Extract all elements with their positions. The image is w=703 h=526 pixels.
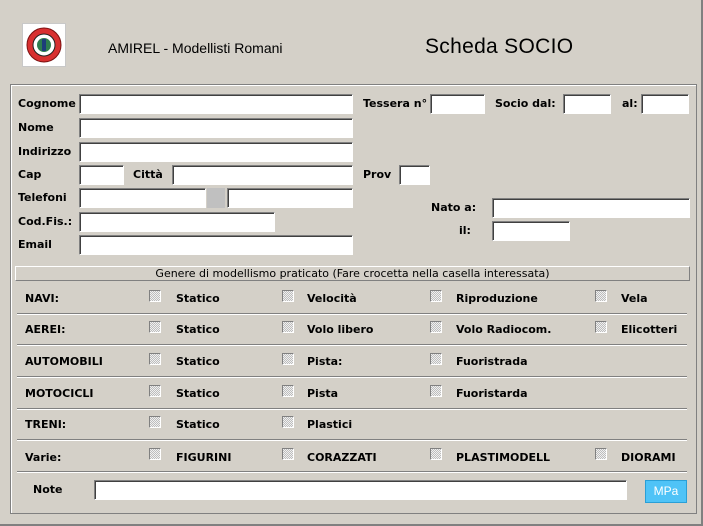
- option-label: Statico: [176, 387, 220, 400]
- row-divider: [17, 376, 687, 378]
- option-label: DIORAMI: [621, 451, 676, 464]
- socio-dal-label: Socio dal:: [495, 97, 556, 110]
- note-field[interactable]: [94, 480, 627, 500]
- checkbox-motocicli-fuoristrada[interactable]: [430, 385, 442, 397]
- option-label: Statico: [176, 292, 220, 305]
- citta-label: Città: [133, 168, 163, 181]
- checkbox-automobili-fuoristrada[interactable]: [430, 353, 442, 365]
- option-label: Vela: [621, 292, 648, 305]
- option-label: Fuoristarda: [456, 387, 528, 400]
- al-field[interactable]: [641, 94, 689, 114]
- option-label: Plastici: [307, 418, 353, 431]
- row-divider: [17, 471, 687, 473]
- option-label: FIGURINI: [176, 451, 232, 464]
- tessera-label: Tessera n°: [363, 97, 428, 110]
- prov-label: Prov: [363, 168, 392, 181]
- row-divider: [17, 439, 687, 441]
- option-label: Statico: [176, 355, 220, 368]
- nato-a-field[interactable]: [492, 198, 690, 218]
- prov-field[interactable]: [399, 165, 430, 185]
- codfis-label: Cod.Fis.:: [18, 215, 73, 228]
- nome-label: Nome: [18, 121, 54, 134]
- checkbox-automobili-statico[interactable]: [149, 353, 161, 365]
- telefoni-label: Telefoni: [18, 191, 67, 204]
- checkbox-varie-corazzati[interactable]: [282, 448, 294, 460]
- checkbox-aerei-statico[interactable]: [149, 321, 161, 333]
- tessera-field[interactable]: [430, 94, 485, 114]
- checkbox-aerei-volo-radiocom[interactable]: [430, 321, 442, 333]
- checkbox-motocicli-statico[interactable]: [149, 385, 161, 397]
- email-label: Email: [18, 238, 52, 251]
- al-label: al:: [622, 97, 638, 110]
- club-logo-icon: [23, 24, 65, 66]
- option-label: Statico: [176, 323, 220, 336]
- socio-dal-field[interactable]: [563, 94, 611, 114]
- checkbox-treni-statico[interactable]: [149, 416, 161, 428]
- option-label: Volo libero: [307, 323, 374, 336]
- cognome-label: Cognome: [18, 97, 76, 110]
- option-label: Fuoristrada: [456, 355, 528, 368]
- checkbox-varie-diorami[interactable]: [595, 448, 607, 460]
- club-name: AMIREL - Modellisti Romani: [108, 40, 283, 56]
- cap-label: Cap: [18, 168, 42, 181]
- checkbox-varie-plastimodell[interactable]: [430, 448, 442, 460]
- checkbox-navi-riproduzione[interactable]: [430, 290, 442, 302]
- option-label: Pista: [307, 387, 339, 400]
- category-varie: Varie:: [25, 451, 62, 464]
- indirizzo-field[interactable]: [79, 142, 353, 162]
- il-field[interactable]: [492, 221, 570, 241]
- mpa-button[interactable]: MPa: [645, 480, 687, 503]
- category-navi: NAVI:: [25, 292, 59, 305]
- checkbox-varie-figurini[interactable]: [149, 448, 161, 460]
- genere-section-header: Genere di modellismo praticato (Fare crocetta nella casella interessata): [15, 266, 690, 281]
- checkbox-aerei-elicotteri[interactable]: [595, 321, 607, 333]
- email-field[interactable]: [79, 235, 353, 255]
- row-divider: [17, 408, 687, 410]
- category-motocicli: MOTOCICLI: [25, 387, 94, 400]
- checkbox-treni-plastici[interactable]: [282, 416, 294, 428]
- checkbox-navi-velocita[interactable]: [282, 290, 294, 302]
- category-automobili: AUTOMOBILI: [25, 355, 103, 368]
- row-divider: [17, 313, 687, 315]
- telefono1-field[interactable]: [79, 188, 206, 208]
- option-label: Riproduzione: [456, 292, 538, 305]
- checkbox-automobili-pista[interactable]: [282, 353, 294, 365]
- citta-field[interactable]: [172, 165, 353, 185]
- telefono2-field[interactable]: [227, 188, 353, 208]
- il-label: il:: [459, 224, 471, 237]
- option-label: Statico: [176, 418, 220, 431]
- page-title: Scheda SOCIO: [425, 35, 574, 58]
- checkbox-navi-statico[interactable]: [149, 290, 161, 302]
- codfis-field[interactable]: [79, 212, 275, 232]
- indirizzo-label: Indirizzo: [18, 145, 72, 158]
- option-label: CORAZZATI: [307, 451, 377, 464]
- category-treni: TRENI:: [25, 418, 67, 431]
- checkbox-motocicli-pista[interactable]: [282, 385, 294, 397]
- cap-field[interactable]: [79, 165, 124, 185]
- option-label: Elicotteri: [621, 323, 678, 336]
- row-divider: [17, 344, 687, 346]
- nato-a-label: Nato a:: [431, 201, 477, 214]
- telefoni-separator: [207, 188, 225, 208]
- category-aerei: AEREI:: [25, 323, 66, 336]
- club-logo: [22, 23, 66, 67]
- option-label: Pista:: [307, 355, 343, 368]
- option-label: PLASTIMODELL: [456, 451, 551, 464]
- checkbox-aerei-volo-libero[interactable]: [282, 321, 294, 333]
- note-label: Note: [33, 483, 63, 496]
- checkbox-navi-vela[interactable]: [595, 290, 607, 302]
- nome-field[interactable]: [79, 118, 353, 138]
- option-label: Volo Radiocom.: [456, 323, 552, 336]
- option-label: Velocità: [307, 292, 357, 305]
- cognome-field[interactable]: [79, 94, 353, 114]
